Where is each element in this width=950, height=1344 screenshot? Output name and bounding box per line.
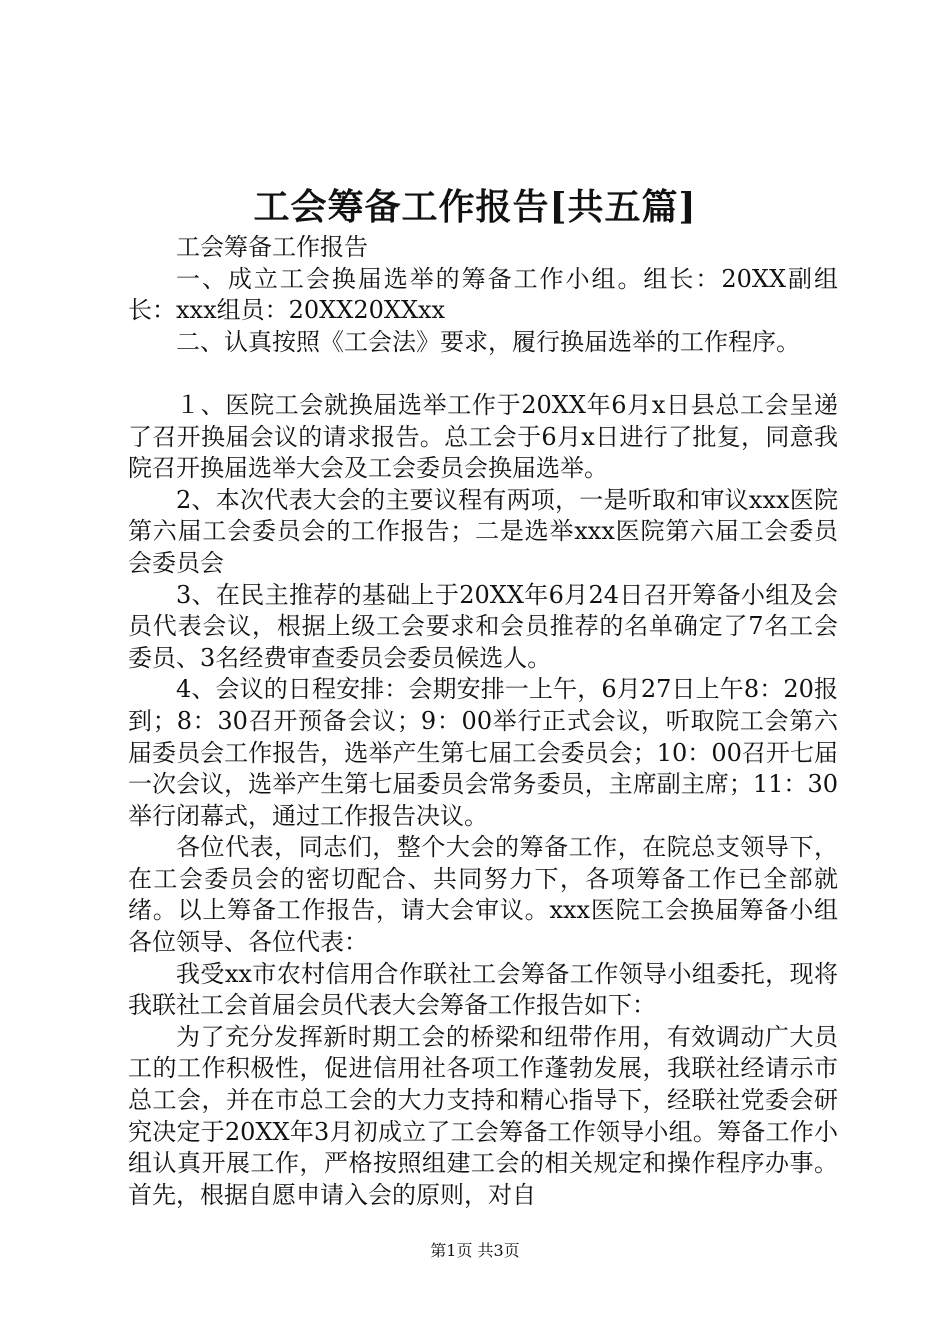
document-body xyxy=(128,232,838,1211)
paragraph: 2、本次代表大会的主要议程有两项，一是听取和审议xxx医院第六届工会委员会的工作报告；二是选举xxx医院第六届工会委员会委员会 xyxy=(128,485,838,577)
paragraph: 3、在民主推荐的基础上于20XX年6月24日召开筹备小组及会员代表会议，根据上级工会要求和会员推荐的名单确定了7名工会委员、3名经费审查委员会委员候选人。 xyxy=(128,580,838,672)
paragraph-heading: 工会筹备工作报告 xyxy=(176,233,368,261)
paragraph: 一、成立工会换届选举的筹备工作小组。组长：20XX副组长：xxx组员：20XX20XXxx xyxy=(128,264,838,325)
document-title: 工会筹备工作报告[共五篇] xyxy=(253,186,697,228)
page-footer: 第1页 共3页 xyxy=(430,1241,520,1260)
paragraph: １、医院工会就换届选举工作于20XX年6月x日县总工会呈递了召开换届会议的请求报告。总工会于6月x日进行了批复，同意我院召开换届选举大会及工会委员会换届选举。 xyxy=(128,390,838,483)
paragraph: 二、认真按照《工会法》要求，履行换届选举的工作程序。 xyxy=(176,327,800,356)
paragraph: 我受xx市农村信用合作联社工会筹备工作领导小组委托，现将我联社工会首届会员代表大会筹备工作报告如下： xyxy=(128,959,838,1020)
paragraph: 4、会议的日程安排：会期安排一上午，6月27日上午8：20报到；8：30召开预备会议；9：00举行正式会议，听取院工会第六届委员会工作报告，选举产生第七届工会委员会；10：00召开七届一次会议，选举产生第七届委员会常务委员，主席副主席；11：30举行闭幕式，通过工作报告决议。 xyxy=(128,675,838,830)
paragraph: 各位代表，同志们，整个大会的筹备工作，在院总支领导下，在工会委员会的密切配合、共同努力下，各项筹备工作已全部就绪。以上筹备工作报告，请大会审议。xxx医院工会换届筹备小组各位领导、各位代表： xyxy=(128,833,838,957)
paragraph: 为了充分发挥新时期工会的桥梁和纽带作用，有效调动广大员工的工作积极性，促进信用社各项工作蓬勃发展，我联社经请示市总工会，并在市总工会的大力支持和精心指导下，经联社党委会研究决定于20XX年3月初成立了工会筹备工作领导小组。筹备工作小组认真开展工作，严格按照组建工会的相关规定和操作程序办事。首先，根据自愿申请入会的原则，对自 xyxy=(128,1022,838,1209)
